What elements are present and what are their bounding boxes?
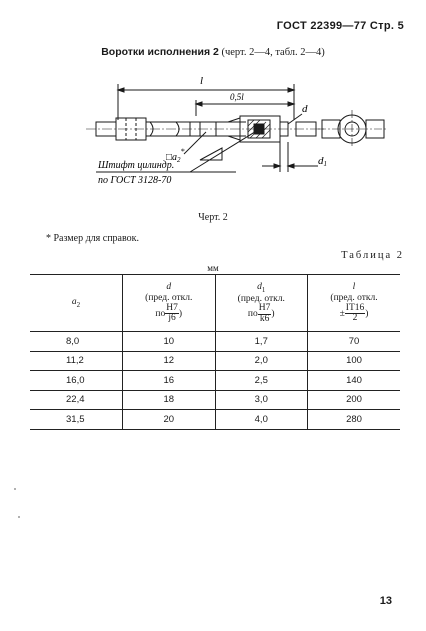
dim-label-half-l: 0,5l xyxy=(230,92,244,102)
dim-label-d: d xyxy=(302,103,308,115)
header-a2: $a_2$ xyxy=(30,275,123,332)
page-header: ГОСТ 22399—77 Стр. 5 xyxy=(276,20,404,32)
unit-label: мм xyxy=(207,263,219,273)
drawing-title xyxy=(0,46,426,58)
cell-a2: 31,5 xyxy=(30,410,123,430)
scan-speck xyxy=(14,488,16,490)
cell-d1: 4,0 xyxy=(215,410,308,430)
table-row xyxy=(30,371,400,391)
header-d: d (пред. откл. по $\frac{H7}{j6}$ ) xyxy=(123,275,216,332)
cell-l: 100 xyxy=(308,351,401,371)
dimensions-table xyxy=(30,274,400,430)
table-name: Таблица 2 xyxy=(341,250,404,261)
cell-d1: 1,7 xyxy=(215,332,308,352)
technical-drawing xyxy=(0,60,426,210)
pin-label-line1: Штифт цилиндр. xyxy=(98,160,175,171)
header-l: l (пред. откл. ± $\frac{IT16}{2}$ ) xyxy=(308,275,401,332)
cell-d: 20 xyxy=(123,410,216,430)
drawing-title-rest: (черт. 2—4, табл. 2—4) xyxy=(221,47,325,58)
cell-d1: 2,5 xyxy=(215,371,308,391)
cell-d: 16 xyxy=(123,371,216,391)
cell-l: 140 xyxy=(308,371,401,391)
cell-d: 10 xyxy=(123,332,216,352)
cell-l: 280 xyxy=(308,410,401,430)
cell-l: 200 xyxy=(308,390,401,410)
pin-label-line2: по ГОСТ 3128-70 xyxy=(98,175,172,186)
footnote: * Размер для справок. xyxy=(46,233,139,244)
header-d1: $d_1$ (пред. откл. по $\frac{H7}{k6}$ ) xyxy=(215,275,308,332)
table-row xyxy=(30,332,400,352)
dim-label-a2: $□a_2^*$ xyxy=(166,147,185,164)
cell-a2: 8,0 xyxy=(30,332,123,352)
cell-l: 70 xyxy=(308,332,401,352)
scan-speck xyxy=(18,516,20,518)
dim-label-d1: d1 xyxy=(318,155,327,168)
cell-d: 12 xyxy=(123,351,216,371)
dim-label-l: l xyxy=(200,75,204,87)
cell-d1: 3,0 xyxy=(215,390,308,410)
table-row xyxy=(30,351,400,371)
cell-d1: 2,0 xyxy=(215,351,308,371)
cell-d: 18 xyxy=(123,390,216,410)
table-header-row xyxy=(30,275,400,332)
page-number: 13 xyxy=(379,595,392,607)
drawing-title-bold: Воротки исполнения 2 xyxy=(101,46,219,58)
drawing-caption: Черт. 2 xyxy=(198,212,228,223)
cell-a2: 22,4 xyxy=(30,390,123,410)
table-row xyxy=(30,410,400,430)
cell-a2: 16,0 xyxy=(30,371,123,391)
cell-a2: 11,2 xyxy=(30,351,123,371)
table-row xyxy=(30,390,400,410)
